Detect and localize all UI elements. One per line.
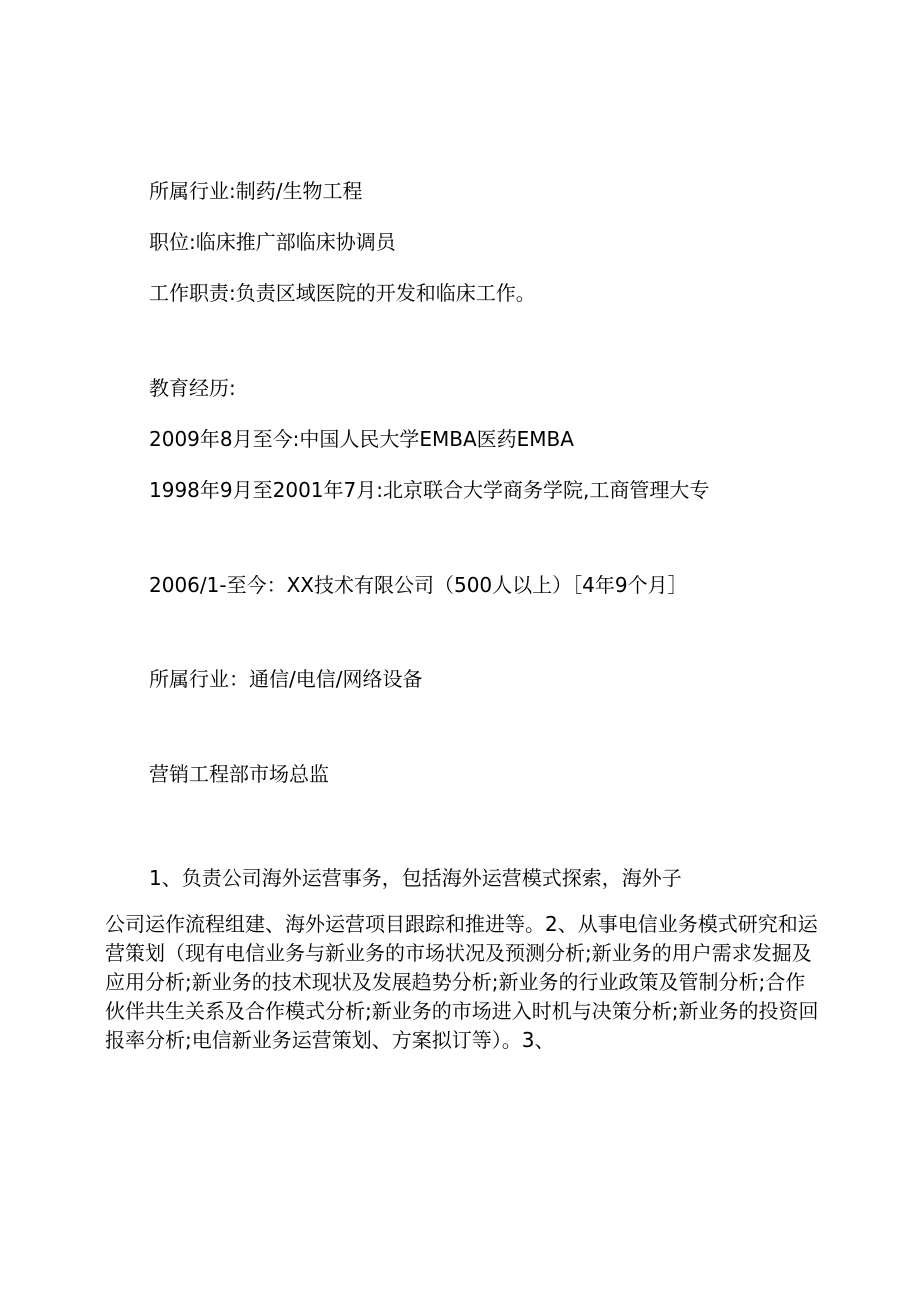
position-line-1: 职位:临床推广部临床协调员 [149,230,396,254]
responsibility-paragraph: 公司运作流程组建、海外运营项目跟踪和推进等。2、从事电信业务模式研究和运营策划（现有电信业务与新业务的市场状况及预测分析;新业务的用户需求发掘及应用分析;新业务的技术现状及发展趋势分析;新业务的行业政策及管制分析;合作伙伴共生关系及合作模式分析;新业务的市场进入时机与决策分析;新业务的投资回报率分析;电信新业务运营策划、方案拟订等）。3、 [105,912,819,1052]
education-entry-1: 2009年8月至今:中国人民大学EMBA医药EMBA [149,427,574,451]
duty-line-1: 工作职责:负责区域医院的开发和临床工作。 [149,281,536,305]
job-entry-2: 2006/1-至今：XX技术有限公司（500人以上）［4年9个月］ [149,573,688,597]
industry-line-2: 所属行业：通信/电信/网络设备 [149,667,423,691]
education-entry-2: 1998年9月至2001年7月:北京联合大学商务学院,工商管理大专 [149,478,710,502]
education-heading: 教育经历: [149,376,236,400]
responsibility-first-line: 1、负责公司海外运营事务，包括海外运营模式探索，海外子 [149,866,682,890]
position-line-2: 营销工程部市场总监 [149,762,329,786]
industry-line-1: 所属行业:制药/生物工程 [149,179,363,203]
